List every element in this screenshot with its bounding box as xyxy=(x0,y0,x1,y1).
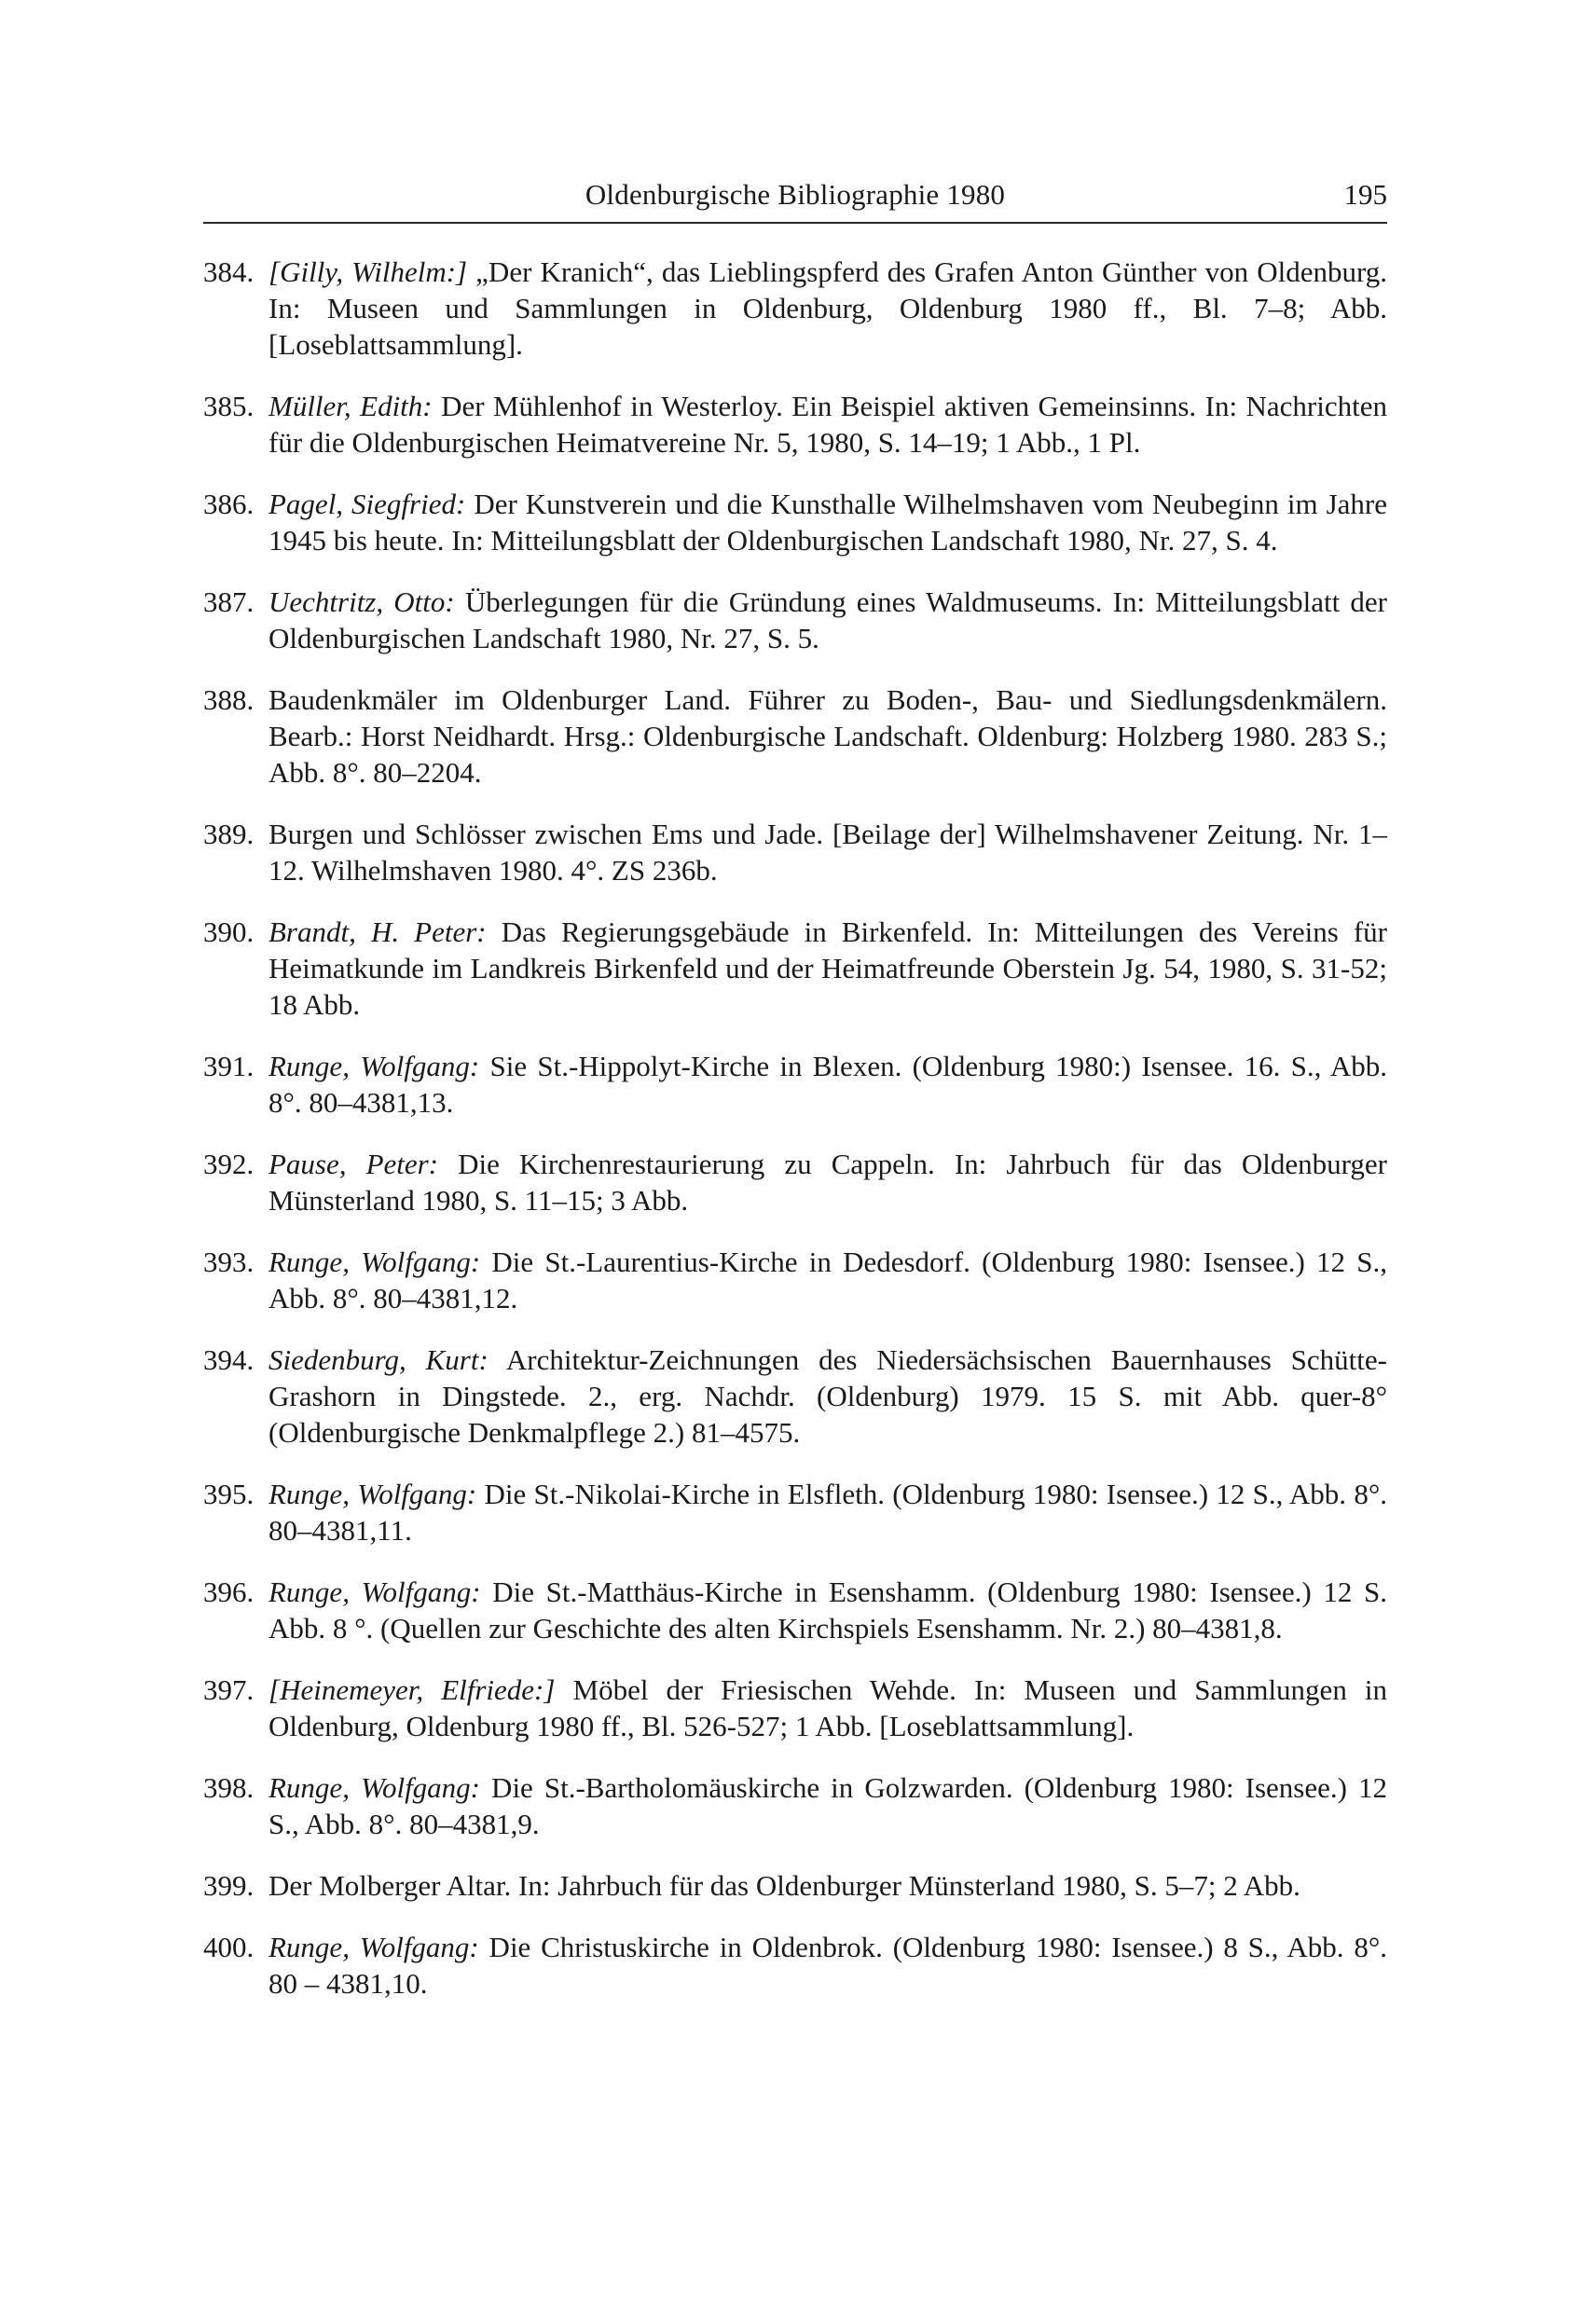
entry-number: 399. xyxy=(203,1869,255,1902)
bibliography-entry xyxy=(203,254,1387,363)
entry-text: Sie St.-Hippolyt-Kirche in Blexen. (Oldenburg 1980:) Isensee. 16. S., Abb. 8°. 80–4381,13. xyxy=(268,1050,1387,1119)
entry-number: 390. xyxy=(203,915,255,948)
entry-number: 396. xyxy=(203,1576,255,1608)
bibliography-entry xyxy=(203,486,1387,558)
entry-author: [Heinemeyer, Elfriede:] xyxy=(268,1673,556,1706)
entry-text: Burgen und Schlösser zwischen Ems und Jade. [Beilage der] Wilhelmshavener Zeitung. Nr. 1–12. Wilhelmshaven 1980. 4°. ZS 236b. xyxy=(268,818,1387,887)
entry-author: Runge, Wolfgang: xyxy=(268,1478,477,1510)
entry-text: „Der Kranich“, das Lieblingspferd des Grafen Anton Günther von Oldenburg. In: Museen und Sammlungen in Oldenburg, Oldenburg 1980 ff., Bl. 7–8; Abb. [Loseblattsammlung]. xyxy=(268,255,1387,361)
entry-number: 393. xyxy=(203,1245,255,1278)
entry-author: Runge, Wolfgang: xyxy=(268,1245,481,1278)
entry-text: Der Kunstverein und die Kunsthalle Wilhelmshaven vom Neubeginn im Jahre 1945 bis heute. In: Mitteilungsblatt der Oldenburgischen Landschaft 1980, Nr. 27, S. 4. xyxy=(268,488,1387,557)
bibliography-entry xyxy=(203,1048,1387,1121)
entry-text: Die St.-Bartholomäuskirche in Golzwarden. (Oldenburg 1980: Isensee.) 12 S., Abb. 8°. 80–4381,9. xyxy=(268,1771,1387,1840)
entry-text: Baudenkmäler im Oldenburger Land. Führer zu Boden-, Bau- und Siedlungsdenkmälern. Bearb.: Horst Neidhardt. Hrsg.: Oldenburgische Landschaft. Oldenburg: Holzberg 1980. 283 S.; Abb. 8°. 80–2204. xyxy=(268,683,1387,789)
entry-list xyxy=(203,254,1387,2027)
entry-number: 397. xyxy=(203,1673,255,1706)
entry-text: Der Mühlenhof in Westerloy. Ein Beispiel aktiven Gemeinsinns. In: Nachrichten für die Oldenburgischen Heimatvereine Nr. 5, 1980, S. 14–19; 1 Abb., 1 Pl. xyxy=(268,390,1387,459)
entry-author: Siedenburg, Kurt: xyxy=(268,1343,488,1376)
bibliography-entry xyxy=(203,1929,1387,2002)
entry-number: 391. xyxy=(203,1050,255,1082)
entry-author: Pause, Peter: xyxy=(268,1148,439,1180)
entry-text: Die Kirchenrestaurierung zu Cappeln. In: Jahrbuch für das Oldenburger Münsterland 1980, S. 11–15; 3 Abb. xyxy=(268,1148,1387,1217)
bibliography-entry xyxy=(203,1672,1387,1744)
bibliography-entry xyxy=(203,388,1387,461)
entry-text: Möbel der Friesischen Wehde. In: Museen und Sammlungen in Oldenburg, Oldenburg 1980 ff., Bl. 526-527; 1 Abb. [Loseblattsammlung]. xyxy=(268,1673,1387,1742)
entry-number: 394. xyxy=(203,1343,255,1376)
entry-text: Das Regierungsgebäude in Birkenfeld. In: Mitteilungen des Vereins für Heimatkunde im Landkreis Birkenfeld und der Heimatfreunde Oberstein Jg. 54, 1980, S. 31-52; 18 Abb. xyxy=(268,915,1387,1021)
entry-author: Runge, Wolfgang: xyxy=(268,1931,479,1963)
bibliography-entry xyxy=(203,816,1387,888)
running-head xyxy=(203,173,1387,216)
entry-author: Brandt, H. Peter: xyxy=(268,915,487,948)
bibliography-entry xyxy=(203,1146,1387,1218)
bibliography-entry xyxy=(203,1476,1387,1548)
entry-text: Der Molberger Altar. In: Jahrbuch für das Oldenburger Münsterland 1980, S. 5–7; 2 Abb. xyxy=(268,1869,1300,1902)
entry-number: 384. xyxy=(203,255,255,288)
bibliography-entry xyxy=(203,914,1387,1023)
entry-number: 395. xyxy=(203,1478,255,1510)
entry-number: 386. xyxy=(203,488,255,520)
entry-author: Müller, Edith: xyxy=(268,390,433,422)
entry-text: Die St.-Laurentius-Kirche in Dedesdorf. (Oldenburg 1980: Isensee.) 12 S., Abb. 8°. 80–4381,12. xyxy=(268,1245,1387,1314)
entry-number: 385. xyxy=(203,390,255,422)
running-title: Oldenburgische Bibliographie 1980 xyxy=(585,178,1006,211)
entry-text: Die St.-Nikolai-Kirche in Elsfleth. (Oldenburg 1980: Isensee.) 12 S., Abb. 8°. 80–4381,11. xyxy=(268,1478,1387,1547)
entry-number: 392. xyxy=(203,1148,255,1180)
header-rule xyxy=(203,222,1387,224)
bibliography-entry xyxy=(203,584,1387,656)
entry-number: 398. xyxy=(203,1771,255,1804)
entry-text: Die Christuskirche in Oldenbrok. (Oldenburg 1980: Isensee.) 8 S., Abb. 8°. 80 – 4381,10. xyxy=(268,1931,1387,2000)
page-number: 195 xyxy=(1343,178,1387,211)
entry-author: Uechtritz, Otto: xyxy=(268,585,455,618)
entry-number: 388. xyxy=(203,683,255,716)
bibliography-entry xyxy=(203,1574,1387,1646)
entry-author: Pagel, Siegfried: xyxy=(268,488,466,520)
bibliography-entry xyxy=(203,1342,1387,1451)
entry-number: 387. xyxy=(203,585,255,618)
entry-author: [Gilly, Wilhelm:] xyxy=(268,255,468,288)
bibliography-entry xyxy=(203,1867,1387,1904)
entry-number: 400. xyxy=(203,1931,255,1963)
bibliography-entry xyxy=(203,1769,1387,1842)
entry-author: Runge, Wolfgang: xyxy=(268,1771,481,1804)
entry-number: 389. xyxy=(203,818,255,850)
bibliography-entry xyxy=(203,1244,1387,1316)
entry-text: Überlegungen für die Gründung eines Waldmuseums. In: Mitteilungsblatt der Oldenburgischen Landschaft 1980, Nr. 27, S. 5. xyxy=(268,585,1387,654)
entry-author: Runge, Wolfgang: xyxy=(268,1050,480,1082)
bibliography-entry xyxy=(203,681,1387,791)
entry-author: Runge, Wolfgang: xyxy=(268,1576,481,1608)
entry-text: Die St.-Matthäus-Kirche in Esenshamm. (Oldenburg 1980: Isensee.) 12 S. Abb. 8 °. (Quellen zur Geschichte des alten Kirchspiels Esenshamm. Nr. 2.) 80–4381,8. xyxy=(268,1576,1387,1645)
entry-text: Architektur-Zeichnungen des Niedersächsischen Bauernhauses Schütte-Grashorn in Dingstede. 2., erg. Nachdr. (Oldenburg) 1979. 15 S. mit Abb. quer-8° (Oldenburgische Denkmalpflege 2.) 81–4575. xyxy=(268,1343,1387,1449)
